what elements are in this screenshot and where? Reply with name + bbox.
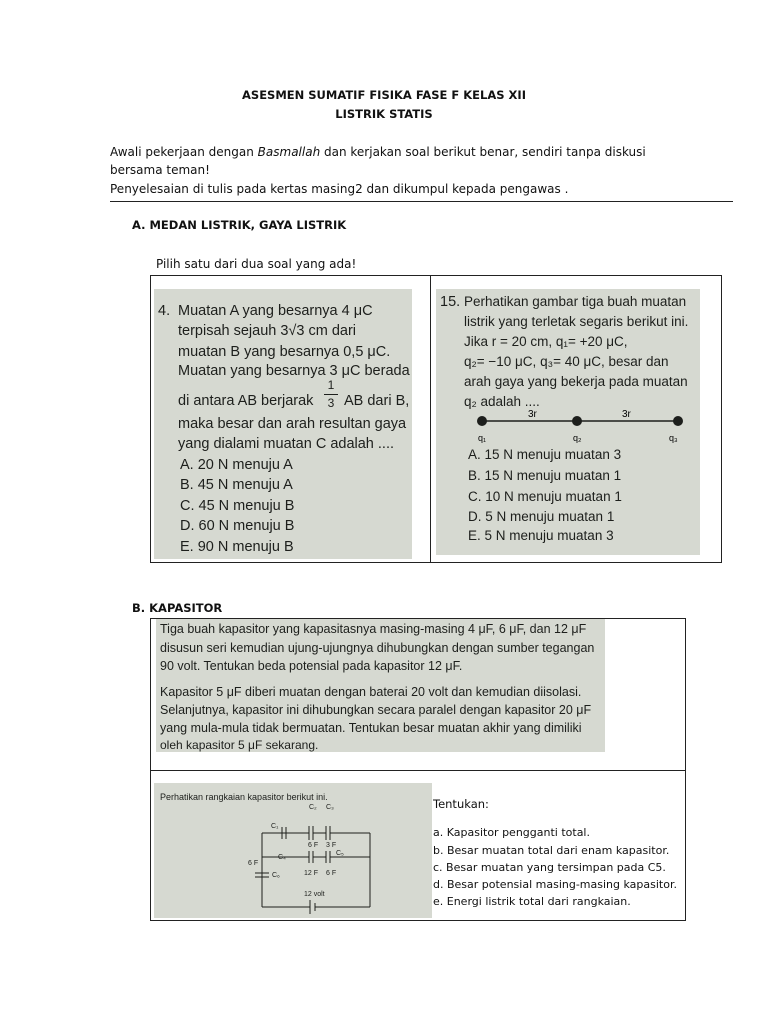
q15-option: C. 10 N menuju muatan 1 xyxy=(468,489,622,504)
section-a-heading: A. MEDAN LISTRIK, GAYA LISTRIK xyxy=(132,218,347,232)
q15-line: Perhatikan gambar tiga buah muatan xyxy=(464,294,687,309)
q4-option: E. 90 N menuju B xyxy=(180,539,294,555)
fraction-bar xyxy=(324,394,338,395)
label-6f-bottom: 6 F xyxy=(326,870,337,877)
problem2-line: yang mula-mula tidak bermuatan. Tentukan besar muatan akhir yang dimiliki xyxy=(160,721,582,735)
q15-option: D. 5 N menuju muatan 1 xyxy=(468,509,615,524)
label-c3: C₃ xyxy=(326,804,334,811)
problem2-line: oleh kapasitor 5 μF sekarang. xyxy=(160,738,319,752)
divider xyxy=(110,201,733,202)
q15-number: 15. xyxy=(440,294,461,310)
q4-line: Muatan yang besarnya 3 μC berada xyxy=(178,363,410,379)
intro-line-1: Awali pekerjaan dengan Basmallah dan kerjakan soal berikut benar, sendiri tanpa diskusi xyxy=(110,145,646,159)
fraction-numerator: 1 xyxy=(327,378,335,392)
question-15-scan xyxy=(436,289,700,555)
q15-line: q₂= −10 μC, q₃= 40 μC, besar dan xyxy=(464,354,669,369)
q15-line: Jika r = 20 cm, q₁= +20 μC, xyxy=(464,334,628,349)
q15-line: q₂ adalah .... xyxy=(464,394,540,409)
charge-q1-label: q₁ xyxy=(478,433,487,443)
problem2-line: Kapasitor 5 μF diberi muatan dengan baterai 20 volt dan kemudian diisolasi. xyxy=(160,685,582,699)
charge-q3-label: q₃ xyxy=(669,433,678,443)
intro-line-3: Penyelesaian di tulis pada kertas masing2 dan dikumpul kepada pengawas . xyxy=(110,182,569,196)
document-subtitle: LISTRIK STATIS xyxy=(335,107,433,121)
label-c4: C₄ xyxy=(278,854,286,861)
problem1-line: 90 volt. Tentukan beda potensial pada kapasitor 12 μF. xyxy=(160,659,463,673)
charge-q2-label: q₂ xyxy=(573,433,582,443)
capacitor-problems-scan xyxy=(156,619,605,752)
label-3f: 3 F xyxy=(326,842,337,849)
label-6f-left: 6 F xyxy=(248,860,259,867)
q4-line: muatan B yang besarnya 0,5 μC. xyxy=(178,344,391,360)
q4-number: 4. xyxy=(158,303,171,319)
q4-option: D. 60 N menuju B xyxy=(180,518,295,534)
fraction-denominator: 3 xyxy=(327,396,335,410)
label-12-volt: 12 volt xyxy=(304,891,325,898)
q15-option: A. 15 N menuju muatan 3 xyxy=(468,447,622,462)
task-item: e. Energi listrik total dari rangkaian. xyxy=(433,895,631,908)
q4-option: B. 45 N menuju A xyxy=(180,477,293,493)
q15-line: listrik yang terletak segaris berikut ini. xyxy=(464,314,689,329)
tasks-title: Tentukan: xyxy=(433,797,489,811)
question-4-scan xyxy=(154,289,412,559)
q4-line: di antara AB berjarak xyxy=(178,393,314,409)
capacitor-table-row-divider xyxy=(150,770,686,771)
q4-option: C. 45 N menuju B xyxy=(180,498,295,514)
charge-q1-dot xyxy=(477,416,487,426)
label-12f: 12 F xyxy=(304,870,319,877)
problem1-line: Tiga buah kapasitor yang kapasitasnya masing-masing 4 μF, 6 μF, dan 12 μF xyxy=(160,622,587,636)
charge-q2-dot xyxy=(572,416,582,426)
capacitor-circuit-diagram xyxy=(154,783,432,918)
table-divider xyxy=(430,275,431,563)
document-title: ASESMEN SUMATIF FISIKA FASE F KELAS XII xyxy=(242,88,526,102)
distance-label-1: 3r xyxy=(528,409,537,420)
task-item: b. Besar muatan total dari enam kapasitor. xyxy=(433,844,670,857)
label-6f: 6 F xyxy=(308,842,319,849)
section-b-heading: B. KAPASITOR xyxy=(132,601,223,615)
q4-line: Muatan A yang besarnya 4 μC xyxy=(178,303,373,319)
q15-option: B. 15 N menuju muatan 1 xyxy=(468,468,622,483)
intro-line-2: bersama teman! xyxy=(110,163,210,177)
circuit-scan xyxy=(154,783,432,918)
task-item: a. Kapasitor pengganti total. xyxy=(433,826,590,839)
problem1-line: disusun seri kemudian ujung-ujungnya dihubungkan dengan sumber tegangan xyxy=(160,641,595,655)
charge-q3-dot xyxy=(673,416,683,426)
label-c2: C₂ xyxy=(309,804,317,811)
label-c1: C₁ xyxy=(271,823,279,830)
charge-line-diagram xyxy=(436,407,700,449)
problem2-line: Selanjutnya, kapasitor ini dihubungkan secara paralel dengan kapasitor 20 μF xyxy=(160,703,592,717)
q4-option: A. 20 N menuju A xyxy=(180,457,293,473)
q4-line: AB dari B, xyxy=(344,393,410,409)
q4-line: maka besar dan arah resultan gaya xyxy=(178,416,407,432)
label-c6: C₆ xyxy=(272,872,280,879)
section-a-instruction: Pilih satu dari dua soal yang ada! xyxy=(156,257,357,271)
circuit-caption: Perhatikan rangkaian kapasitor berikut ini. xyxy=(160,792,328,802)
distance-label-2: 3r xyxy=(622,409,631,420)
task-item: c. Besar muatan yang tersimpan pada C5. xyxy=(433,861,666,874)
label-c5: C₅ xyxy=(336,850,344,857)
q4-line: terpisah sejauh 3√3 cm dari xyxy=(178,323,357,339)
q15-line: arah gaya yang bekerja pada muatan xyxy=(464,374,688,389)
q15-option: E. 5 N menuju muatan 3 xyxy=(468,528,614,543)
q4-line: yang dialami muatan C adalah .... xyxy=(178,436,395,452)
task-item: d. Besar potensial masing-masing kapasitor. xyxy=(433,878,677,891)
